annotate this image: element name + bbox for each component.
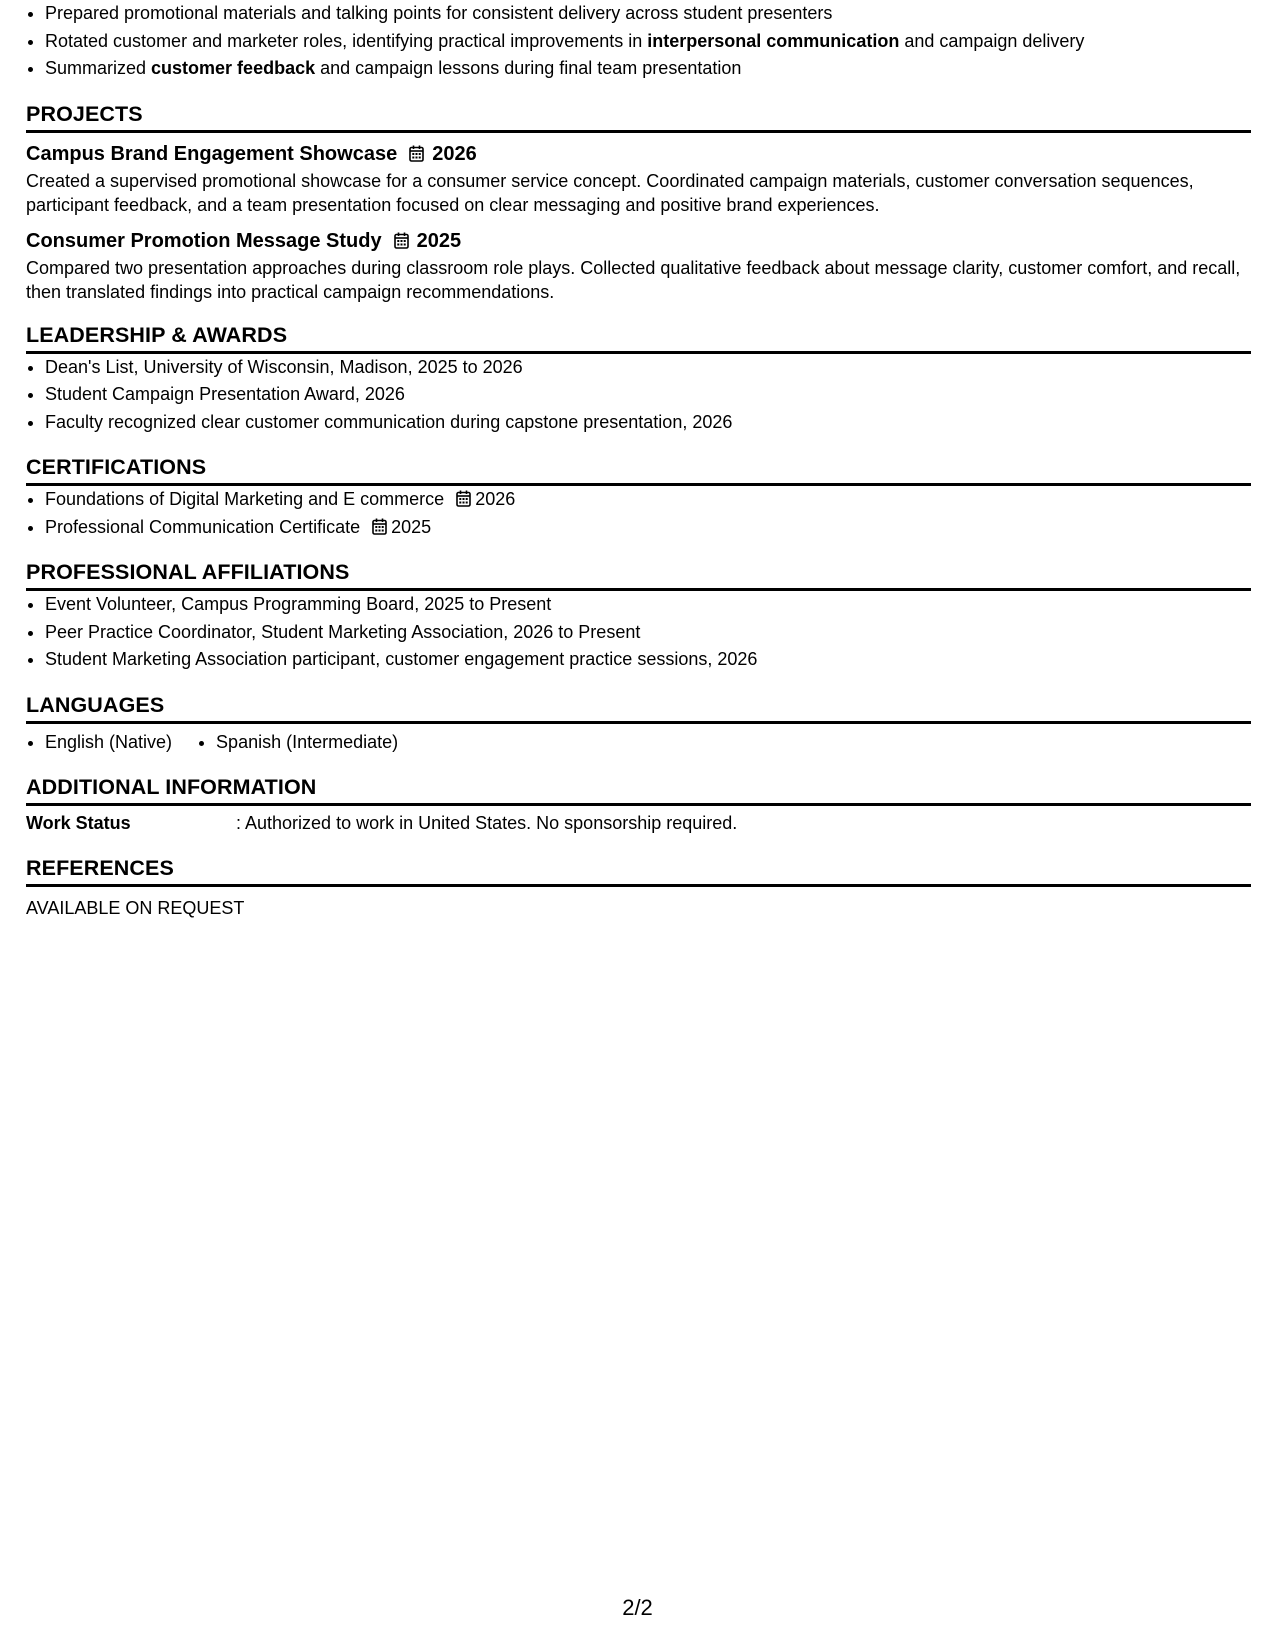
bullet-text: Rotated customer and marketer roles, identifying practical improvements in <box>45 30 648 51</box>
additional-section <box>26 773 1251 837</box>
section-title-leadership: LEADERSHIP & AWARDS <box>26 321 1251 354</box>
language-item: • Spanish (Intermediate) <box>216 729 398 756</box>
experience-bullet <box>45 0 1251 28</box>
keyword-highlight: customer feedback <box>151 58 316 78</box>
languages-list <box>26 729 1251 756</box>
languages-section <box>26 691 1251 756</box>
section-title-references: REFERENCES <box>26 854 1251 887</box>
project-name: Campus Brand Engagement Showcase <box>26 142 398 165</box>
references-section <box>26 854 1251 922</box>
leadership-section <box>26 321 1251 437</box>
section-title-additional: ADDITIONAL INFORMATION <box>26 773 1251 806</box>
calendar-icon <box>372 518 387 535</box>
award-item: • Dean's List, University of Wisconsin, Madison, 2025 to 2026 <box>45 354 1251 382</box>
work-status-label: Work Status <box>26 812 131 833</box>
affiliation-item: • Event Volunteer, Campus Programming Board, 2025 to Present <box>45 591 1251 619</box>
affiliations-list <box>26 591 1251 674</box>
leadership-list <box>26 354 1251 437</box>
certification-year: 2025 <box>391 516 432 537</box>
keyword-highlight: interpersonal communication <box>647 30 900 51</box>
references-text: AVAILABLE ON REQUEST <box>26 897 245 918</box>
affiliations-section <box>26 558 1251 674</box>
page-number: 2/2 <box>622 1595 653 1620</box>
affiliation-item: • Student Marketing Association participant, customer engagement practice sessions, 2026 <box>45 646 1251 674</box>
award-item: • Student Campaign Presentation Award, 2026 <box>45 381 1251 409</box>
projects-section <box>26 100 1251 304</box>
project-description: Compared two presentation approaches during classroom role plays. Collected qualitative feedback about message clarity, customer comfort, and recall, then translated findings into practical campaign recommendations. <box>26 257 1241 302</box>
section-title-certifications: CERTIFICATIONS <box>26 453 1251 486</box>
award-item: • Faculty recognized clear customer communication during capstone presentation, 2026 <box>45 409 1251 437</box>
certifications-list <box>26 486 1251 541</box>
project-header <box>26 140 1251 168</box>
project-description: Created a supervised promotional showcase for a consumer service concept. Coordinated campaign materials, customer conversation sequences, participant feedback, and a team presentation focused on clear messaging and positive brand experiences. <box>26 170 1194 215</box>
project-year: 2026 <box>432 142 477 165</box>
certification-name: Foundations of Digital Marketing and E commerce <box>45 489 445 509</box>
section-title-projects: PROJECTS <box>26 100 1251 133</box>
certification-item <box>45 514 1251 542</box>
language-item: • English (Native) <box>45 729 172 756</box>
project-item <box>26 140 1251 217</box>
project-year: 2025 <box>416 229 462 252</box>
projects-list <box>26 140 1251 304</box>
work-status-row <box>26 810 1251 837</box>
bullet-text: Prepared promotional materials and talking points for consistent delivery across student presenters <box>45 3 833 23</box>
certification-name: Professional Communication Certificate <box>45 516 361 537</box>
bullet-text: and campaign lessons during final team presentation <box>315 58 742 78</box>
certifications-section <box>26 453 1251 541</box>
calendar-icon <box>456 490 471 507</box>
affiliation-item: • Peer Practice Coordinator, Student Marketing Association, 2026 to Present <box>45 619 1251 647</box>
project-name: Consumer Promotion Message Study <box>26 229 382 252</box>
section-title-affiliations: PROFESSIONAL AFFILIATIONS <box>26 558 1251 591</box>
experience-bullet <box>45 55 1251 83</box>
resume-page <box>26 0 1251 922</box>
certification-year: 2026 <box>475 489 516 509</box>
project-item <box>26 227 1251 304</box>
work-status-value: : Authorized to work in United States. No sponsorship required. <box>236 812 738 833</box>
experience-bullet <box>45 28 1251 56</box>
bullet-text: and campaign delivery <box>899 30 1085 51</box>
experience-bullets <box>26 0 1251 83</box>
calendar-icon <box>394 232 409 249</box>
project-header <box>26 227 1251 255</box>
certification-item <box>45 486 1251 514</box>
bullet-text: Summarized <box>45 58 152 78</box>
section-title-languages: LANGUAGES <box>26 691 1251 724</box>
calendar-icon <box>409 145 424 162</box>
